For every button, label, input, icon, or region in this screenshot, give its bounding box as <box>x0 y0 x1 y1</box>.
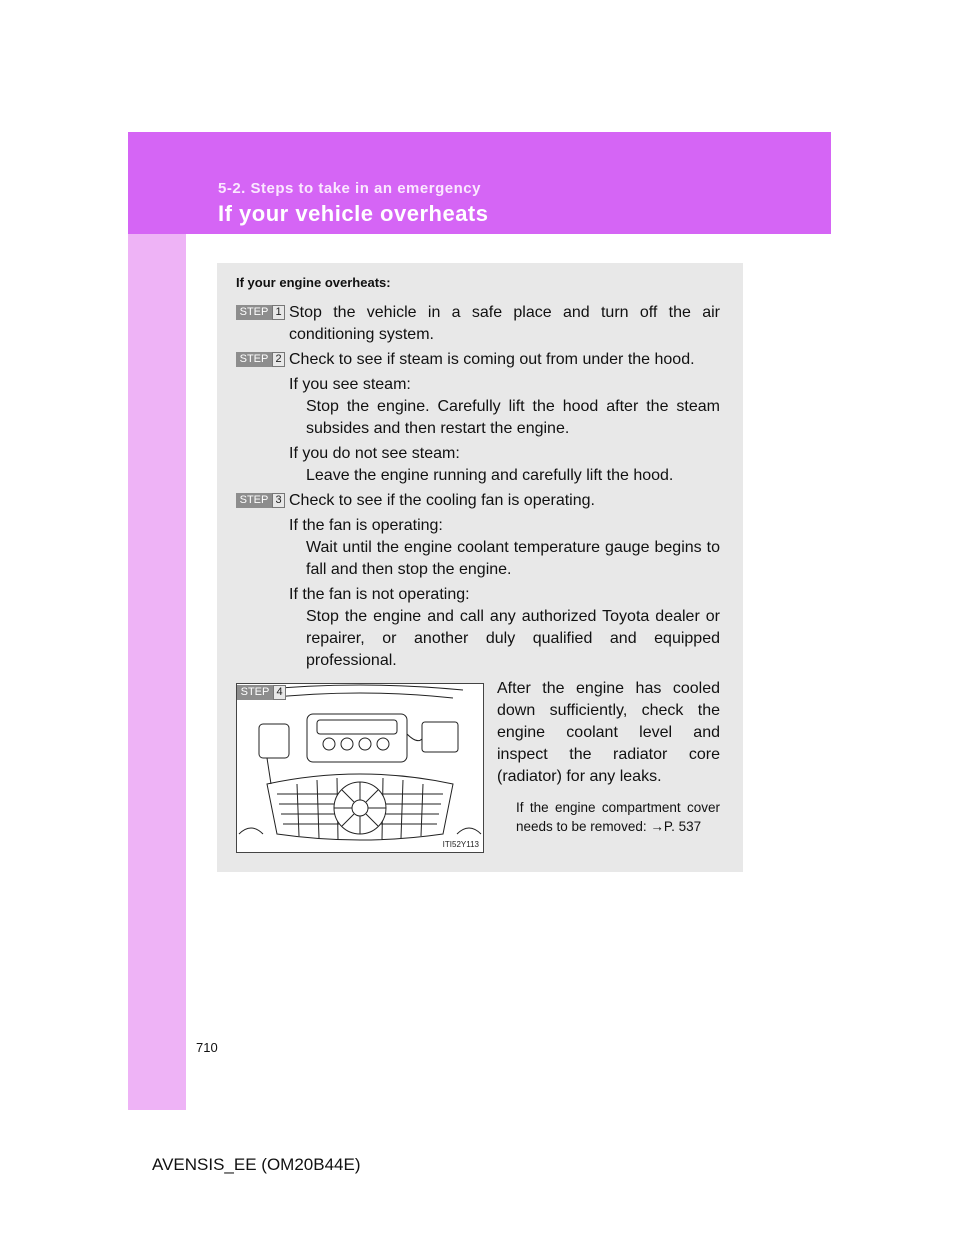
step-2-case-2-label: If you do not see steam: <box>289 445 460 462</box>
step-2-case-1-label: If you see steam: <box>289 376 411 393</box>
step-1-text: Stop the vehicle in a safe place and turn off the air conditioning system. <box>289 304 720 343</box>
step-3-case-1-label: If the fan is operating: <box>289 517 443 534</box>
step-4-text: After the engine has cooled down sufficiently, check the engine coolant level and inspect the radiator core (radiator) for any leaks. <box>497 680 720 785</box>
footer-code: AVENSIS_EE (OM20B44E) <box>152 1155 361 1174</box>
engine-compartment-icon <box>237 684 483 852</box>
step-number: 2 <box>272 352 285 367</box>
step-word: STEP <box>236 305 272 320</box>
page-title: If your vehicle overheats <box>218 201 489 226</box>
step-badge-1 <box>236 305 285 320</box>
step-badge-3 <box>236 493 285 508</box>
step-word: STEP <box>237 685 273 700</box>
side-strip <box>128 234 186 1110</box>
step-word: STEP <box>236 493 272 508</box>
step-number: 3 <box>272 493 285 508</box>
step-2-case-1-action: Stop the engine. Carefully lift the hood after the steam subsides and then restart the engine. <box>306 398 720 437</box>
section-label: 5-2. Steps to take in an emergency <box>218 180 481 197</box>
step-3-text: Check to see if the cooling fan is operating. <box>289 492 595 509</box>
page-number: 710 <box>196 1040 218 1055</box>
step-badge-4 <box>237 685 286 700</box>
step-number: 4 <box>273 685 286 700</box>
intro-heading: If your engine overheats: <box>236 275 391 290</box>
step-3-case-2-action: Stop the engine and call any authorized Toyota dealer or repairer, or another duly qualified and equipped professional. <box>306 608 720 669</box>
step-2-case-2-action: Leave the engine running and carefully lift the hood. <box>306 467 674 484</box>
step-3-case-2-label: If the fan is not operating: <box>289 586 470 603</box>
engine-compartment-figure <box>236 683 484 853</box>
step-number: 1 <box>272 305 285 320</box>
step-4-note: If the engine compartment cover needs to be removed: →P. 537 <box>516 800 720 834</box>
step-2-text: Check to see if steam is coming out from under the hood. <box>289 351 695 368</box>
step-badge-2 <box>236 352 285 367</box>
step-3-case-1-action: Wait until the engine coolant temperature gauge begins to fall and then stop the engine. <box>306 539 720 578</box>
figure-code: ITI52Y113 <box>442 840 479 849</box>
step-word: STEP <box>236 352 272 367</box>
